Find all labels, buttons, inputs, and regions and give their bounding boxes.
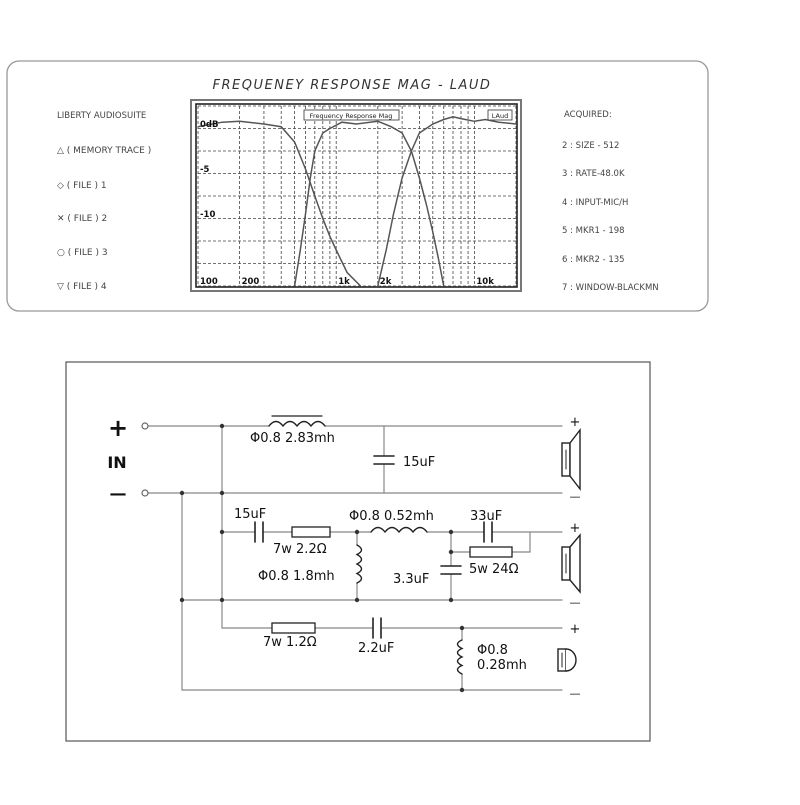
capacitor-c5 (373, 618, 381, 638)
acq-window: 7 : WINDOW-BLACKMN (562, 283, 659, 293)
resistor-r3 (272, 623, 315, 633)
acq-mkr1: 5 : MKR1 - 198 (562, 226, 625, 236)
capacitor-c4 (441, 566, 461, 574)
capacitor-c2-label: 15uF (234, 507, 267, 522)
file-4-item[interactable]: ▽ ( FILE ) 4 (57, 282, 107, 292)
crossover-schematic (66, 362, 650, 741)
input-label: IN (107, 453, 127, 472)
x-tick-label: 10k (476, 277, 494, 287)
resistor-r1-label: 7w 2.2Ω (273, 542, 327, 557)
inductor-l2 (357, 545, 362, 583)
inductor-l1-label: Φ0.8 2.83mh (250, 431, 335, 446)
input-minus-label: — (109, 484, 127, 504)
acq-size: 2 : SIZE - 512 (562, 141, 620, 151)
chart-inner-frame (196, 104, 517, 287)
inductor-l3-label: Φ0.8 0.52mh (349, 509, 434, 524)
capacitor-c2 (255, 522, 263, 542)
x-tick-label: 2k (379, 277, 392, 287)
woofer-minus-label: — (569, 490, 581, 503)
file-2-item[interactable]: ✕ ( FILE ) 2 (57, 214, 108, 224)
x-tick-label: 200 (241, 277, 260, 287)
capacitor-c3 (484, 522, 492, 542)
capacitor-c3-label: 33uF (470, 509, 503, 524)
acq-rate: 3 : RATE-48.0K (562, 169, 625, 179)
capacitor-c4-label: 3.3uF (393, 572, 430, 587)
left-header: LIBERTY AUDIOSUITE (57, 111, 147, 121)
inductor-l2-label: Φ0.8 1.8mh (258, 569, 335, 584)
resistor-r1 (292, 527, 330, 537)
acq-input: 4 : INPUT-MIC/H (562, 198, 629, 208)
tweeter-plus-label: + (569, 622, 581, 637)
panel-title: FREQUENEY RESPONSE MAG - LAUD (212, 78, 492, 93)
capacitor-c1 (374, 456, 394, 464)
chart-tag: LAud (491, 112, 509, 120)
x-tick-label: 1k (338, 277, 350, 287)
woofer-speaker-icon (562, 430, 580, 489)
input-plus-label: + (107, 414, 129, 442)
tweeter-minus-label: — (569, 687, 581, 700)
x-tick-label: 100 (200, 277, 218, 287)
inductor-l4 (458, 640, 463, 674)
y-tick-label: 0dB (200, 120, 219, 130)
capacitor-c5-label: 2.2uF (358, 641, 395, 656)
y-tick-label: -5 (200, 165, 210, 175)
response-chart (191, 100, 521, 291)
inductor-l4-label-b: 0.28mh (477, 658, 527, 673)
y-tick-label: -10 (200, 210, 216, 220)
chart-title: Frequency Response Mag (309, 112, 393, 120)
inductor-l3 (371, 528, 427, 533)
inductor-l4-label-a: Φ0.8 (477, 643, 508, 658)
input-minus-terminal (142, 490, 148, 496)
woofer-plus-label: + (569, 415, 581, 430)
resistor-r3-label: 7w 1.2Ω (263, 635, 317, 650)
inductor-l1 (269, 422, 325, 427)
resistor-r2 (470, 547, 512, 557)
file-1-item[interactable]: ◇ ( FILE ) 1 (57, 181, 107, 191)
capacitor-c1-label: 15uF (403, 455, 436, 470)
tweeter-speaker-icon (558, 649, 576, 671)
memory-trace-item[interactable]: △ ( MEMORY TRACE ) (57, 146, 152, 156)
acq-mkr2: 6 : MKR2 - 135 (562, 255, 625, 265)
file-3-item[interactable]: ○ ( FILE ) 3 (57, 248, 108, 258)
right-header: ACQUIRED: (564, 110, 612, 120)
input-plus-terminal (142, 423, 148, 429)
analyzer-panel (7, 61, 708, 311)
mid-minus-label: — (569, 596, 581, 609)
mid-speaker-icon (562, 535, 580, 592)
mid-plus-label: + (569, 521, 581, 536)
resistor-r2-label: 5w 24Ω (469, 562, 519, 577)
